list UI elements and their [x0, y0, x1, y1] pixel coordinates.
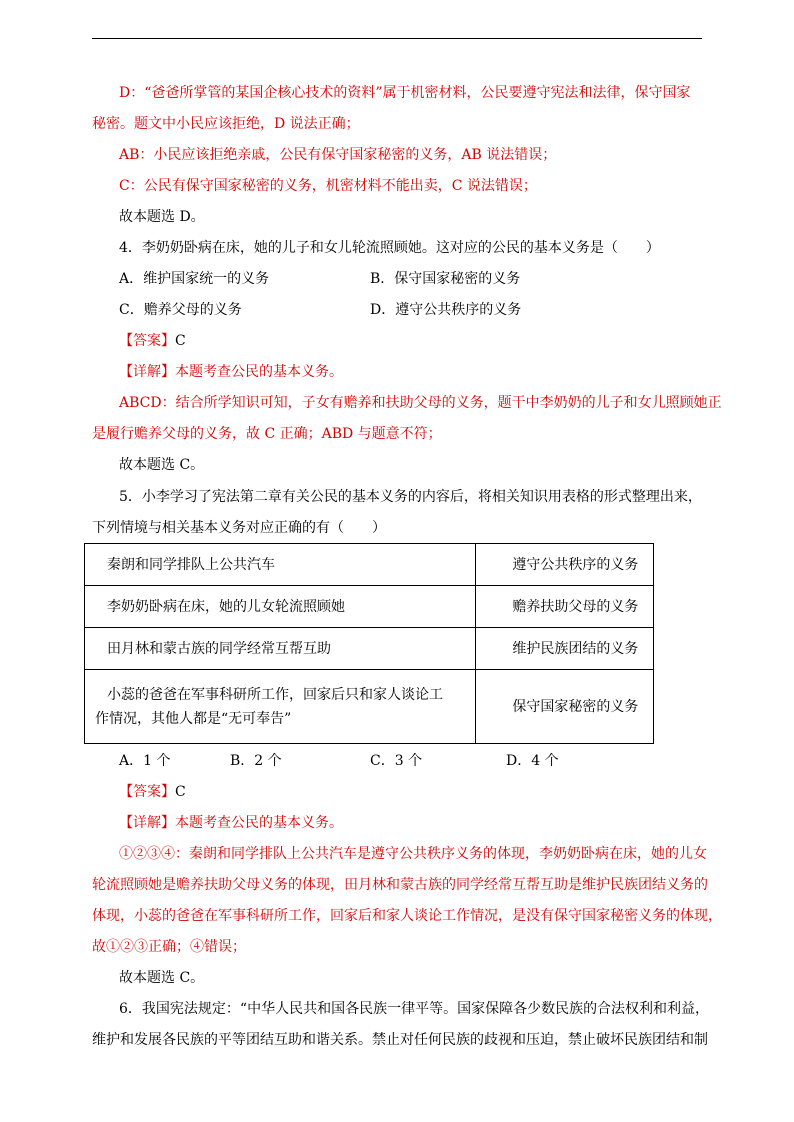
situation-line: 小蕊的爸爸在军事科研所工作，回家后只和家人谈论工	[107, 686, 443, 703]
answer-tag: 【答案】	[119, 333, 175, 349]
q4-analysis-line2: 是履行赡养父母的义务，故 C 正确；ABD 与题意不符；	[92, 426, 442, 442]
q4-analysis-line1: ABCD：结合所学知识可知，子女有赡养和扶助父母的义务，题干中李奶奶的儿子和女儿照顾她正	[119, 395, 722, 411]
q5-analysis-line4: 故①②③正确；④错误；	[92, 939, 246, 955]
duty-cell: 遵守公共秩序的义务	[476, 544, 654, 586]
q5-option-a: A．1 个	[119, 753, 171, 769]
q4-conclusion: 故本题选 C。	[119, 457, 205, 473]
detail-text: 本题考查公民的基本义务。	[175, 364, 343, 380]
q4-answer	[119, 332, 186, 350]
answer-value: C	[175, 333, 186, 349]
q4-option-d: D．遵守公共秩序的义务	[370, 302, 522, 318]
q3-option-d-explanation-line2: 秘密。题文中小民应该拒绝，D 说法正确；	[92, 116, 360, 132]
duty-cell: 赡养扶助父母的义务	[476, 586, 654, 628]
q4-option-c: C．赡养父母的义务	[119, 302, 242, 318]
header-rule	[92, 38, 702, 39]
q4-stem: 4．李奶奶卧病在床，她的儿子和女儿轮流照顾她。这对应的公民的基本义务是（ ）	[119, 240, 660, 256]
q4-option-a: A．维护国家统一的义务	[119, 271, 270, 287]
table-row	[85, 544, 654, 586]
duty-cell: 保守国家秘密的义务	[476, 670, 654, 744]
q5-analysis-line1: ①②③④：秦朗和同学排队上公共汽车是遵守公共秩序义务的体现，李奶奶卧病在床，她的儿女	[119, 846, 707, 862]
q3-option-ab-explanation: AB：小民应该拒绝亲戚，公民有保守国家秘密的义务，AB 说法错误；	[119, 147, 557, 163]
q5-analysis-line2: 轮流照顾她是赡养扶助父母义务的体现，田月林和蒙古族的同学经常互帮互助是维护民族团结义务的	[92, 877, 708, 893]
q4-option-b: B．保守国家秘密的义务	[370, 271, 521, 287]
detail-tag: 【详解】	[119, 364, 175, 380]
q5-stem-line1: 5．小李学习了宪法第二章有关公民的基本义务的内容后，将相关知识用表格的形式整理出来，	[119, 489, 702, 505]
detail-text: 本题考查公民的基本义务。	[175, 815, 343, 831]
q5-stem-line2: 下列情境与相关基本义务对应正确的有（ ）	[92, 520, 386, 536]
q5-conclusion: 故本题选 C。	[119, 970, 205, 986]
q3-option-c-explanation: C：公民有保守国家秘密的义务，机密材料不能出卖，C 说法错误；	[119, 178, 537, 194]
q6-stem-line1: 6．我国宪法规定：“中华人民共和国各民族一律平等。国家保障各少数民族的合法权利和利益，	[119, 1001, 710, 1017]
answer-tag: 【答案】	[119, 784, 175, 800]
q5-option-c: C．3 个	[370, 753, 423, 769]
situation-cell: 李奶奶卧病在床，她的儿女轮流照顾她	[85, 586, 476, 628]
q5-option-b: B．2 个	[230, 753, 282, 769]
q6-stem-line2: 维护和发展各民族的平等团结互助和谐关系。禁止对任何民族的歧视和压迫，禁止破坏民族团结和制	[92, 1032, 708, 1048]
q3-conclusion: 故本题选 D。	[119, 209, 205, 225]
detail-tag: 【详解】	[119, 815, 175, 831]
table-row	[85, 586, 654, 628]
q5-duty-table	[84, 543, 654, 744]
situation-line: 作情况，其他人都是“无可奉告”	[95, 710, 292, 727]
q4-detail	[119, 363, 343, 381]
q5-analysis-line3: 体现，小蕊的爸爸在军事科研所工作，回家后和家人谈论工作情况，是没有保守国家秘密义务的体现，	[92, 908, 722, 924]
q5-detail	[119, 814, 343, 832]
situation-cell	[85, 670, 476, 744]
table-row	[85, 628, 654, 670]
q5-option-d: D．4 个	[506, 753, 559, 769]
situation-cell: 秦朗和同学排队上公共汽车	[85, 544, 476, 586]
q3-option-d-explanation-line1: D：“爸爸所掌管的某国企核心技术的资料”属于机密材料，公民要遵守宪法和法律，保守国家	[119, 85, 691, 101]
answer-value: C	[175, 784, 186, 800]
q5-answer	[119, 783, 186, 801]
duty-cell: 维护民族团结的义务	[476, 628, 654, 670]
table-row	[85, 670, 654, 744]
situation-cell: 田月林和蒙古族的同学经常互帮互助	[85, 628, 476, 670]
